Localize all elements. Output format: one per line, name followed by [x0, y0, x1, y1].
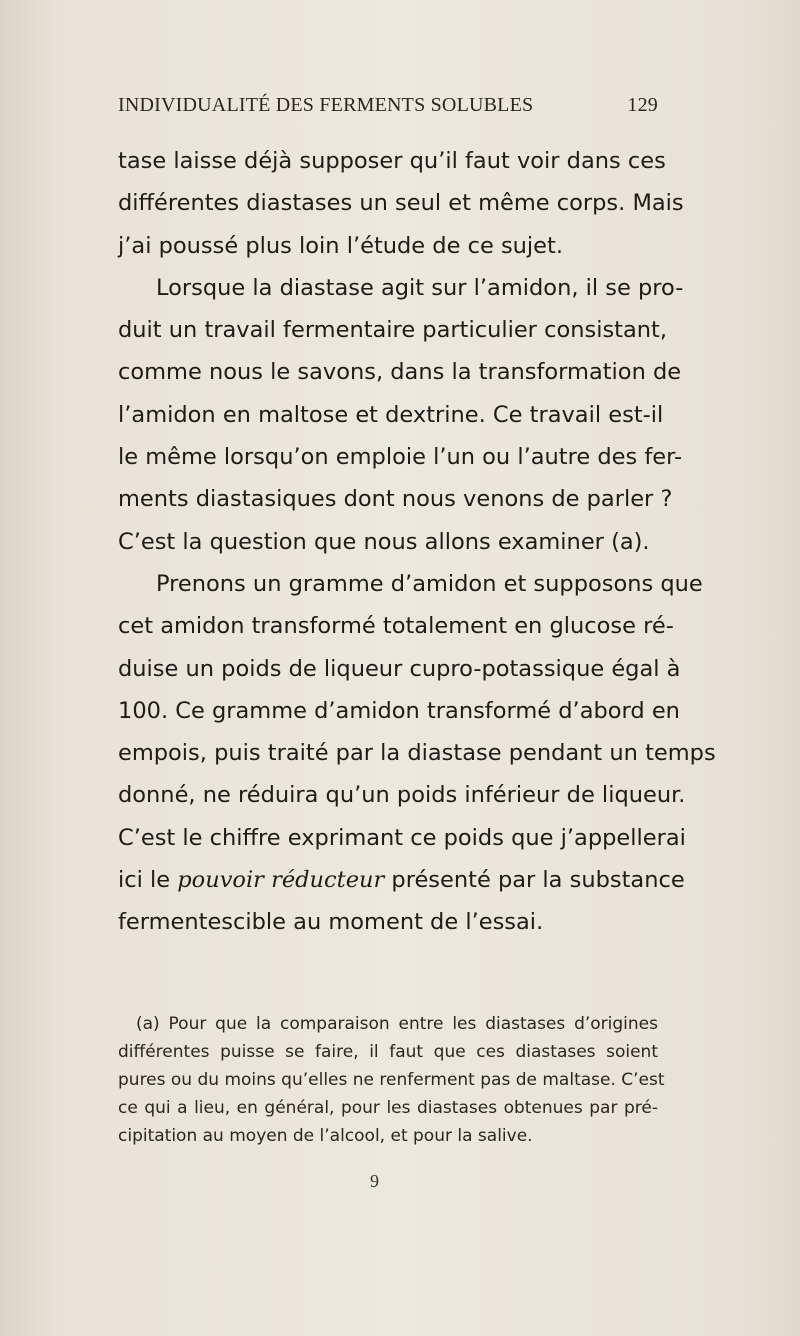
- footnote-line: pures ou du moins qu’elles ne renferment pas de maltase. C’est: [118, 1070, 665, 1090]
- text-line: 100. Ce gramme d’amidon transformé d’abord en: [118, 697, 680, 724]
- page-number: 129: [627, 94, 658, 116]
- text-line: comme nous le savons, dans la transformation de: [118, 359, 682, 386]
- text-line: le même lorsqu’on emploie l’un ou l’autre des fer-: [118, 444, 683, 471]
- running-title: INDIVIDUALITÉ DES FERMENTS SOLUBLES: [118, 94, 534, 116]
- signature-mark: 9: [370, 1171, 379, 1191]
- text-line: duit un travail fermentaire particulier consistant,: [118, 317, 668, 344]
- text-line: donné, ne réduira qu’un poids inférieur de liqueur.: [118, 782, 686, 809]
- text-line: Lorsque la diastase agit sur l’amidon, il se pro-: [156, 274, 684, 301]
- text-line: cet amidon transformé totalement en glucose ré-: [118, 613, 674, 640]
- text-line: fermentescible au moment de l’essai.: [118, 909, 544, 936]
- text-line-with-italic: [118, 859, 685, 901]
- text-line: empois, puis traité par la diastase pendant un temps: [118, 740, 716, 767]
- text-line: Prenons un gramme d’amidon et supposons que: [156, 570, 703, 597]
- text-line: j’ai poussé plus loin l’étude de ce sujet.: [118, 232, 563, 259]
- footnote-line: différentes puisse se faire, il faut que ces diastases soient: [118, 1042, 658, 1062]
- footnote-line: cipitation au moyen de l’alcool, et pour la salive.: [118, 1126, 533, 1146]
- text-line: C’est le chiffre exprimant ce poids que j’appellerai: [118, 824, 686, 851]
- running-header: [118, 94, 658, 124]
- text-fragment: ici le: [118, 867, 178, 894]
- footnote-line: ce qui a lieu, en général, pour les diastases obtenues par pré-: [118, 1098, 658, 1118]
- italic-term: pouvoir réducteur: [177, 867, 385, 894]
- text-line: différentes diastases un seul et même corps. Mais: [118, 190, 684, 217]
- footnote: [118, 1010, 665, 1150]
- text-line: l’amidon en maltose et dextrine. Ce travail est-il: [118, 401, 664, 428]
- text-line: C’est la question que nous allons examiner (a).: [118, 528, 650, 555]
- text-line: duise un poids de liqueur cupro-potassique égal à: [118, 655, 681, 682]
- body-text: [118, 140, 716, 944]
- text-fragment: présenté par la substance: [384, 867, 685, 894]
- text-line: tase laisse déjà supposer qu’il faut voir dans ces: [118, 148, 666, 174]
- text-line: ments diastasiques dont nous venons de parler ?: [118, 486, 673, 513]
- footnote-line: (a) Pour que la comparaison entre les diastases d’origines: [136, 1014, 658, 1034]
